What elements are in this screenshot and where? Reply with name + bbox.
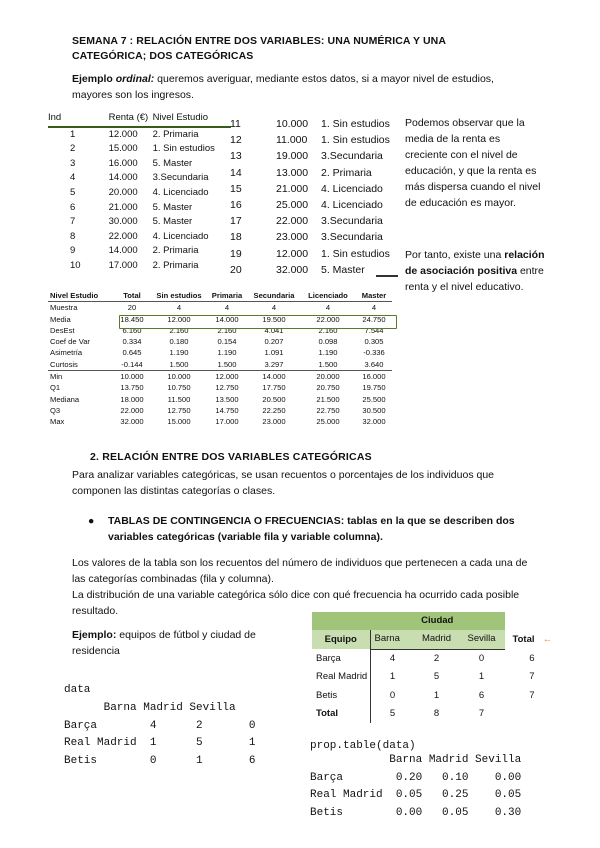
example-kind: ordinal:	[115, 73, 155, 85]
contingency-row	[312, 668, 561, 686]
example-2	[72, 627, 282, 659]
cell-spacer	[81, 157, 109, 172]
col-renta: Renta (€)	[109, 111, 153, 127]
cell-nivel: 5. Master	[321, 263, 365, 276]
conclusion-post: entre renta y el nivel educativo.	[405, 265, 544, 293]
cell-nivel: 4. Licenciado	[321, 182, 383, 195]
data-row	[48, 127, 231, 143]
cell-renta: 17.000	[108, 259, 138, 271]
data-row	[230, 148, 413, 164]
data-row	[48, 157, 231, 172]
stats-cell: 10.000	[112, 371, 152, 383]
col-barna: Barna	[370, 630, 415, 649]
cell-nivel: 4. Licenciado	[321, 199, 383, 212]
cell-spacer	[81, 171, 109, 186]
contingency-cell	[505, 705, 535, 723]
cell-nivel: 1. Sin estudios	[321, 134, 390, 147]
stats-cell: 10.750	[167, 383, 191, 393]
stats-cell: 20.000	[300, 371, 356, 383]
stats-row	[48, 405, 392, 416]
cell-nivel: 4. Licenciado	[152, 186, 209, 198]
stats-cell: 17.750	[262, 383, 286, 393]
stats-row	[48, 382, 392, 393]
contingency-cell: 2	[433, 652, 440, 664]
data-row	[48, 259, 231, 274]
cell-nivel: 2. Primaria	[152, 245, 199, 257]
stats-cell: 14.000	[215, 314, 239, 324]
stats-cell: 15.000	[167, 417, 191, 427]
data-row	[48, 186, 231, 201]
stats-row	[48, 347, 392, 358]
cell-renta: 22.000	[108, 230, 138, 242]
cell-spacer	[81, 230, 109, 245]
stats-cell: 22.000	[316, 314, 340, 324]
cell-renta: 14.000	[108, 172, 138, 184]
data-row	[230, 197, 413, 213]
stats-cell: 22.250	[262, 405, 286, 415]
stats-cell: 25.000	[316, 417, 340, 427]
stats-cell: 21.500	[316, 394, 340, 404]
cell-ind: 11	[230, 118, 241, 130]
cell-nivel: 5. Master	[152, 201, 193, 213]
stats-cell: 4	[271, 303, 277, 313]
col-nivel: Nivel Estudio	[153, 111, 231, 127]
stats-cell: 18.000	[120, 394, 144, 404]
contingency-cell: 7	[529, 671, 535, 683]
cell-ind: 1	[70, 128, 76, 140]
cell-ind: 16	[230, 199, 242, 212]
example2-label: Ejemplo:	[72, 629, 117, 641]
contingency-cell: 0	[478, 652, 485, 664]
paragraph-1: Los valores de la tabla son los recuentos del número de individuos que pertenecen a cada una de las categorías combinadas (fila y columna).	[72, 557, 528, 585]
stats-row	[48, 371, 392, 383]
cell-ind: 14	[230, 166, 242, 179]
stats-cell: 11.500	[167, 394, 191, 404]
contingency-cell: 6	[478, 689, 485, 701]
stats-cell: 0.305	[364, 337, 384, 347]
cell-nivel: 3.Secundaria	[321, 150, 383, 163]
cell-ind: 10	[70, 259, 81, 271]
stats-cell: 20.500	[262, 394, 286, 404]
stats-cell: 14.000	[248, 371, 300, 383]
cell-ind: 12	[230, 134, 242, 147]
data-row	[230, 132, 413, 148]
stats-header: Secundaria	[248, 290, 300, 302]
stats-cell: 17.000	[215, 417, 239, 427]
stats-cell: 32.000	[120, 417, 144, 427]
cell-nivel: 5. Master	[152, 216, 193, 228]
contingency-cell: 4	[370, 649, 415, 668]
contingency-cell: 7	[478, 708, 485, 720]
contingency-cell: 6	[529, 652, 535, 664]
stats-cell: 0.154	[217, 337, 237, 347]
bullet-text: TABLAS DE CONTINGENCIA O FRECUENCIAS: tablas en la que se describen dos variables categóricas (variable fila y variable columna).	[108, 515, 515, 543]
section-intro: Para analizar variables categóricas, se usan recuentos o porcentajes de los individuos que componen las distintas categorías o clases.	[72, 469, 494, 497]
stats-cell: Mediana	[50, 394, 80, 404]
stats-cell: 2.160	[318, 325, 338, 335]
stats-header: Nivel Estudio	[48, 290, 112, 302]
r-data-name: data	[64, 684, 91, 696]
r-data-row: Barça 4 2 0	[64, 719, 256, 732]
col-empty	[81, 111, 109, 127]
cell-nivel: 2. Primaria	[321, 166, 372, 179]
stats-cell: 0.334	[122, 337, 142, 347]
stats-cell: 13.750	[120, 383, 144, 393]
stats-cell: 12.750	[215, 383, 239, 393]
stats-cell: 1.500	[169, 359, 189, 369]
cell-ind: 13	[230, 150, 242, 163]
cell-renta: 21.000	[108, 201, 138, 213]
cell-renta: 19.000	[276, 150, 309, 163]
equipo-header: Equipo	[312, 630, 370, 649]
stats-cell: 3.640	[364, 359, 384, 369]
conclusion-bold: relación de asociación positiva	[405, 249, 545, 277]
cell-ind: 9	[70, 245, 76, 257]
stats-header: Primaria	[206, 290, 248, 302]
cell-ind: 6	[70, 201, 76, 213]
contingency-cell: 8	[433, 708, 440, 720]
section-heading: 2. RELACIÓN ENTRE DOS VARIABLES CATEGÓRICAS	[90, 451, 372, 463]
stats-cell: 20	[127, 303, 137, 313]
example-text: queremos averiguar, mediante estos datos, si a mayor nivel de estudios, mayores son los ingresos.	[72, 73, 494, 101]
cell-renta: 23.000	[276, 231, 309, 244]
stats-cell: 6.160	[122, 325, 142, 335]
stats-cell: DesEst	[50, 325, 75, 335]
cell-ind: 20	[230, 263, 242, 276]
contingency-row	[312, 649, 561, 668]
stats-cell: 20.750	[316, 383, 340, 393]
bullet-dot-icon: ●	[88, 515, 95, 527]
stats-cell: 24.750	[362, 314, 386, 324]
stats-cell: 7.544	[364, 325, 384, 335]
data-row	[230, 116, 413, 132]
cell-spacer	[81, 259, 109, 274]
stats-cell: Q1	[50, 383, 61, 393]
cell-renta: 10.000	[276, 118, 309, 130]
stats-cell: 1.190	[318, 348, 338, 358]
cell-renta: 32.000	[276, 263, 309, 276]
r-data-header: Barna Madrid Sevilla	[64, 702, 236, 714]
col-sevilla: Sevilla	[459, 630, 505, 649]
example-label: Ejemplo	[72, 73, 113, 85]
stats-cell: Max	[50, 417, 65, 427]
stats-cell: 0.180	[169, 337, 189, 347]
cell-renta: 25.000	[276, 199, 309, 212]
cell-spacer	[81, 215, 109, 230]
stats-cell: 19.500	[262, 314, 286, 324]
stats-cell: 22.000	[120, 405, 144, 415]
contingency-cell: 7	[529, 689, 535, 701]
contingency-spacer	[535, 649, 561, 668]
r-prop-header: Barna Madrid Sevilla	[310, 754, 522, 766]
stats-header: Sin estudios	[152, 290, 206, 302]
stats-cell: 23.000	[262, 417, 286, 427]
stats-table	[48, 290, 392, 428]
contingency-cell: 5	[433, 671, 440, 683]
cell-ind: 3	[70, 157, 76, 169]
data-row	[48, 244, 231, 259]
stats-cell: 3.297	[264, 359, 284, 369]
cell-nivel: 3.Secundaria	[321, 215, 383, 228]
data-row	[48, 171, 231, 186]
cell-renta: 22.000	[276, 215, 309, 228]
data-row	[230, 181, 413, 197]
stats-cell: 1.190	[217, 348, 237, 358]
cell-renta: 15.000	[108, 143, 138, 155]
stats-cell: 2.160	[217, 325, 237, 335]
stats-header: Licenciado	[300, 290, 356, 302]
cell-ind: 19	[230, 247, 242, 260]
media-highlight-box	[119, 315, 397, 329]
cell-nivel: 1. Sin estudios	[321, 247, 390, 260]
stats-cell: 32.000	[362, 417, 386, 427]
cell-nivel: 3.Secundaria	[321, 231, 383, 244]
cell-nivel: 2. Primaria	[152, 259, 199, 271]
arrow-left-icon: ←	[542, 633, 553, 645]
contingency-cell: 1	[433, 689, 440, 701]
contingency-cell: Total	[316, 708, 338, 720]
contingency-spacer	[535, 668, 561, 686]
stats-cell: 16.000	[356, 371, 392, 383]
cell-renta: 12.000	[108, 128, 138, 140]
cell-nivel: 5. Master	[152, 157, 193, 169]
stats-cell: 22.750	[316, 405, 340, 415]
raw-data-table-left	[48, 111, 231, 274]
r-prop-row: Barça 0.20 0.10 0.00	[310, 771, 522, 784]
cell-renta: 30.000	[108, 216, 138, 228]
cell-ind: 4	[70, 172, 76, 184]
stats-row	[48, 416, 392, 427]
stats-cell: 19.750	[362, 383, 386, 393]
r-prop-row: Real Madrid 0.05 0.25 0.05	[310, 789, 522, 801]
cell-ind: 2	[70, 143, 76, 155]
stats-cell: 1.091	[264, 348, 284, 358]
stats-row	[48, 302, 392, 314]
stats-cell: Curtosis	[50, 359, 78, 369]
cell-ind: 8	[70, 230, 76, 242]
cell-spacer	[81, 127, 109, 143]
cell-ind: 17	[230, 215, 242, 228]
stats-cell: 12.000	[167, 314, 191, 324]
cell-spacer	[81, 201, 109, 216]
r-prop-row: Betis 0.00 0.05 0.30	[310, 806, 522, 819]
stats-row	[48, 394, 392, 405]
contingency-row	[312, 705, 561, 723]
col-total: Total	[512, 633, 535, 645]
ciudad-header: Ciudad	[370, 612, 505, 630]
r-data-row: Betis 0 1 6	[64, 754, 256, 767]
contingency-cell: Betis	[316, 689, 338, 701]
cell-nivel: 4. Licenciado	[152, 230, 209, 242]
stats-cell: Asimetría	[50, 348, 83, 358]
stats-cell: Muestra	[50, 303, 78, 313]
cell-ind: 7	[70, 216, 76, 228]
data-row	[230, 229, 413, 245]
contingency-cell: 5	[370, 705, 415, 723]
cell-ind: 5	[70, 186, 76, 198]
stats-cell: 4.041	[264, 325, 284, 335]
example2-text: equipos de fútbol y ciudad de residencia	[72, 629, 256, 657]
divider-line	[376, 275, 398, 277]
stats-cell: 2.160	[169, 325, 189, 335]
stats-cell: 4	[325, 303, 331, 313]
stats-cell: 4	[176, 303, 182, 313]
cell-nivel: 1. Sin estudios	[321, 118, 390, 130]
contingency-cell: 0	[370, 687, 415, 705]
data-row	[230, 165, 413, 181]
stats-cell: 12.750	[167, 405, 191, 415]
data-row	[230, 246, 413, 262]
example-intro	[72, 71, 532, 103]
cell-spacer	[81, 142, 109, 157]
cell-renta: 20.000	[108, 186, 138, 198]
cell-renta: 12.000	[276, 247, 309, 260]
cell-ind: 15	[230, 182, 242, 195]
conclusion-note	[405, 247, 545, 295]
stats-cell: 4	[224, 303, 230, 313]
r-prop-call: prop.table(data)	[310, 740, 416, 752]
contingency-spacer	[535, 687, 561, 705]
stats-cell: 25.500	[362, 394, 386, 404]
stats-cell: 0.645	[122, 348, 142, 358]
r-prop-table	[310, 752, 521, 822]
data-row	[48, 142, 231, 157]
cell-renta: 16.000	[108, 157, 138, 169]
conclusion-pre: Por tanto, existe una	[405, 249, 505, 261]
cell-renta: 13.000	[276, 166, 309, 179]
stats-row	[48, 359, 392, 371]
contingency-cell: Barça	[316, 652, 341, 664]
stats-cell: -0.336	[363, 348, 385, 358]
contingency-spacer	[535, 705, 561, 723]
data-row	[48, 215, 231, 230]
cell-nivel: 3.Secundaria	[152, 172, 209, 184]
stats-cell: 10.000	[152, 371, 206, 383]
data-row	[48, 201, 231, 216]
cell-renta: 21.000	[276, 182, 309, 195]
cell-renta: 14.000	[108, 245, 138, 257]
stats-cell: 14.750	[215, 405, 239, 415]
r-data-row: Real Madrid 1 5 1	[64, 737, 256, 749]
contingency-cell: 1	[370, 668, 415, 686]
stats-header: Total	[112, 290, 152, 302]
stats-header: Master	[356, 290, 392, 302]
stats-cell: 30.500	[362, 405, 386, 415]
contingency-row	[312, 687, 561, 705]
r-data-table	[64, 700, 255, 770]
cell-renta: 11.000	[276, 134, 308, 147]
cell-ind: 18	[230, 231, 242, 244]
page-title: SEMANA 7 : RELACIÓN ENTRE DOS VARIABLES: UNA NUMÉRICA Y UNA CATEGÓRICA; DOS CATEGÓRICAS	[72, 35, 446, 62]
cell-spacer	[81, 186, 109, 201]
stats-cell: 18.450	[120, 314, 144, 324]
contingency-table	[312, 612, 561, 723]
stats-cell: Q3	[50, 405, 61, 415]
col-madrid: Madrid	[415, 630, 459, 649]
cell-spacer	[81, 244, 109, 259]
cell-nivel: 2. Primaria	[152, 128, 199, 140]
stats-cell: 12.000	[206, 371, 248, 383]
stats-cell: 13.500	[215, 394, 239, 404]
data-row	[48, 230, 231, 245]
data-row	[230, 213, 413, 229]
stats-row	[48, 336, 392, 347]
raw-data-table-right	[230, 116, 413, 278]
stats-cell: -0.144	[121, 359, 143, 369]
col-ind: Ind	[48, 111, 81, 127]
paragraph-2: La distribución de una variable categórica sólo dice con qué frecuencia ha ocurrido cada posible resultado.	[72, 589, 520, 617]
observation-note: Podemos observar que la media de la renta es creciente con el nivel de educación, y que la renta es más dispersa cuando el nivel de educación es mayor.	[405, 117, 541, 209]
stats-cell: Min	[48, 371, 112, 383]
stats-cell: 1.500	[217, 359, 237, 369]
stats-cell: Coef de Var	[50, 337, 90, 347]
contingency-cell: Real Madrid	[316, 671, 368, 683]
stats-cell: 1.500	[318, 359, 338, 369]
stats-cell: 1.190	[169, 348, 189, 358]
cell-nivel: 1. Sin estudios	[152, 143, 215, 155]
contingency-cell: 1	[478, 671, 485, 683]
stats-cell: 4	[371, 303, 377, 313]
stats-cell: 0.098	[318, 337, 338, 347]
stats-cell: Media	[50, 314, 71, 324]
stats-cell: 0.207	[264, 337, 284, 347]
